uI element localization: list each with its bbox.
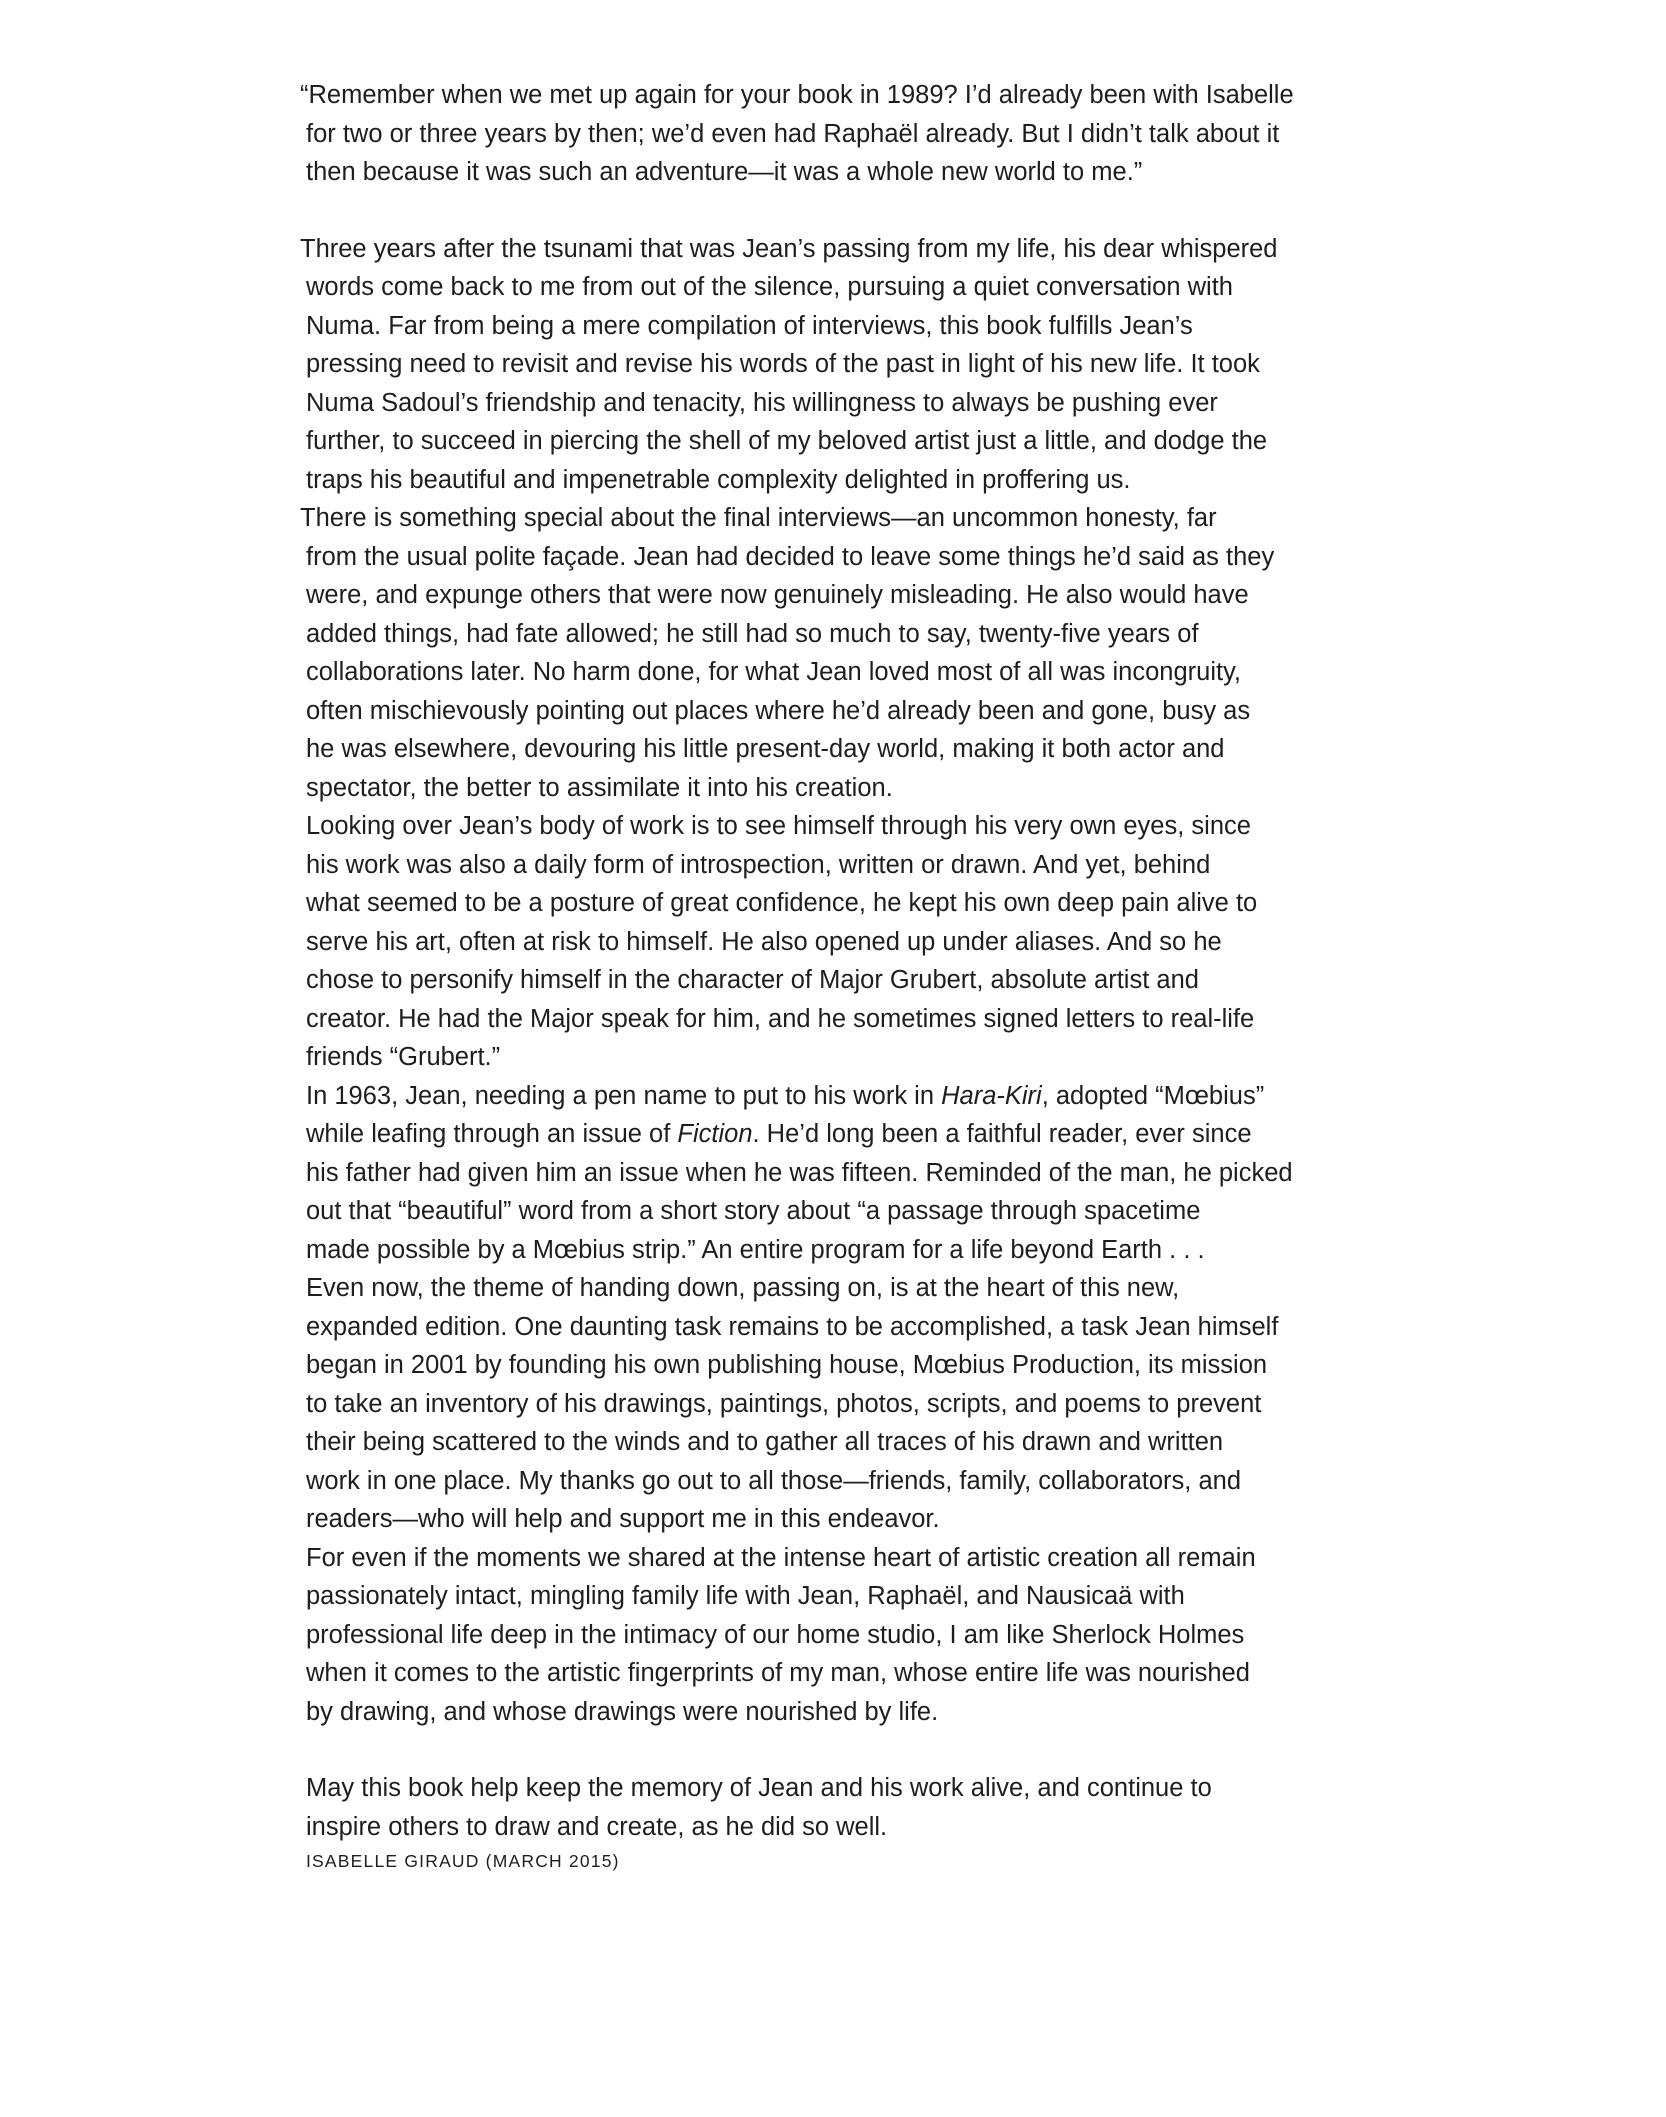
text-line: from the usual polite façade. Jean had decided to leave some things he’d said as they	[306, 542, 1275, 571]
text-line: inspire others to draw and create, as he did so well.	[306, 1812, 888, 1841]
opening-quote-paragraph	[300, 76, 1380, 192]
text-line: words come back to me from out of the silence, pursuing a quiet conversation with	[306, 273, 1233, 301]
text-line: often mischievously pointing out places where he’d already been and gone, busy as	[306, 696, 1251, 725]
text-line: further, to succeed in piercing the shell of my beloved artist just a little, and dodge the	[306, 427, 1268, 455]
text-line: work in one place. My thanks go out to all those—friends, family, collaborators, and	[306, 1466, 1241, 1495]
text-line: passionately intact, mingling family life with Jean, Raphaël, and Nausicaä with	[306, 1582, 1185, 1610]
text-line: for two or three years by then; we’d even had Raphaël already. But I didn’t talk about it	[306, 119, 1280, 148]
italic-title-hara-kiri: Hara-Kiri	[941, 1081, 1042, 1110]
text-line: “Remember when we met up again for your book in 1989? I’d already been with Isabelle	[300, 81, 1294, 109]
text-line: he was elsewhere, devouring his little present-day world, making it both actor and	[306, 735, 1225, 763]
text-line: his work was also a daily form of introspection, written or drawn. And yet, behind	[306, 850, 1211, 879]
text-line: what seemed to be a posture of great confidence, he kept his own deep pain alive to	[306, 889, 1258, 917]
text-run: . He’d long been a faithful reader, ever since	[752, 1120, 1252, 1148]
text-line: May this book help keep the memory of Jean and his work alive, and continue to	[306, 1774, 1212, 1802]
text-line: spectator, the better to assimilate it into his creation.	[306, 773, 893, 802]
text-run: , adopted “Mœbius”	[1041, 1081, 1265, 1110]
text-line: serve his art, often at risk to himself. He also opened up under aliases. And so he	[306, 927, 1222, 956]
text-line: collaborations later. No harm done, for what Jean loved most of all was incongruity,	[306, 658, 1242, 686]
text-line: expanded edition. One daunting task remains to be accomplished, a task Jean himself	[306, 1312, 1279, 1341]
text-line: Looking over Jean’s body of work is to see himself through his very own eyes, since	[306, 812, 1251, 840]
text-line: Numa Sadoul’s friendship and tenacity, his willingness to always be pushing ever	[306, 388, 1218, 417]
text-line: made possible by a Mœbius strip.” An entire program for a life beyond Earth . . .	[306, 1235, 1205, 1264]
text-line: professional life deep in the intimacy of our home studio, I am like Sherlock Holmes	[306, 1620, 1245, 1649]
paragraph-final-interviews	[300, 499, 1380, 807]
text-run: In 1963, Jean, needing a pen name to put to his work in	[306, 1081, 942, 1110]
text-line: pressing need to revisit and revise his words of the past in light of his new life. It took	[306, 350, 1260, 378]
text-line: chose to personify himself in the character of Major Grubert, absolute artist and	[306, 966, 1199, 994]
text-line	[300, 1077, 1380, 1116]
text-line: traps his beautiful and impenetrable complexity delighted in proffering us.	[306, 465, 1131, 494]
text-line: friends “Grubert.”	[306, 1043, 501, 1071]
author-signature: ISABELLE GIRAUD (MARCH 2015)	[306, 1851, 620, 1871]
text-line: For even if the moments we shared at the intense heart of artistic creation all remain	[306, 1543, 1256, 1572]
paragraph-pen-name	[300, 1077, 1380, 1270]
paragraph-closing	[300, 1769, 1380, 1846]
text-line: began in 2001 by founding his own publishing house, Mœbius Production, its mission	[306, 1351, 1268, 1379]
text-line: creator. He had the Major speak for him, and he sometimes signed letters to real-life	[306, 1004, 1255, 1033]
paragraph-body-of-work	[300, 807, 1380, 1077]
paragraph-sherlock	[300, 1539, 1380, 1732]
text-line: then because it was such an adventure—it was a whole new world to me.”	[306, 158, 1143, 186]
text-line: when it comes to the artistic fingerprints of my man, whose entire life was nourished	[306, 1659, 1250, 1687]
text-line	[300, 1115, 1380, 1154]
document-page	[300, 76, 1380, 1876]
text-line: their being scattered to the winds and to gather all traces of his drawn and written	[306, 1428, 1224, 1456]
italic-title-fiction: Fiction	[677, 1120, 753, 1148]
text-line: Three years after the tsunami that was Jean’s passing from my life, his dear whispered	[300, 234, 1278, 263]
text-line: by drawing, and whose drawings were nourished by life.	[306, 1697, 939, 1726]
text-line: out that “beautiful” word from a short story about “a passage through spacetime	[306, 1197, 1201, 1225]
text-line: to take an inventory of his drawings, paintings, photos, scripts, and poems to prevent	[306, 1389, 1262, 1418]
paragraph-handing-down	[300, 1269, 1380, 1539]
text-line: his father had given him an issue when he was fifteen. Reminded of the man, he picked	[306, 1158, 1293, 1187]
text-line: Even now, the theme of handing down, passing on, is at the heart of this new,	[306, 1274, 1180, 1302]
paragraph-tsunami	[300, 230, 1380, 500]
text-line: added things, had fate allowed; he still had so much to say, twenty-five years of	[306, 619, 1199, 648]
text-line: were, and expunge others that were now genuinely misleading. He also would have	[306, 581, 1249, 609]
text-run: while leafing through an issue of	[306, 1120, 678, 1148]
text-line: readers—who will help and support me in this endeavor.	[306, 1505, 940, 1533]
text-line: There is something special about the final interviews—an uncommon honesty, far	[300, 504, 1217, 532]
text-line: Numa. Far from being a mere compilation of interviews, this book fulfills Jean’s	[306, 311, 1193, 340]
